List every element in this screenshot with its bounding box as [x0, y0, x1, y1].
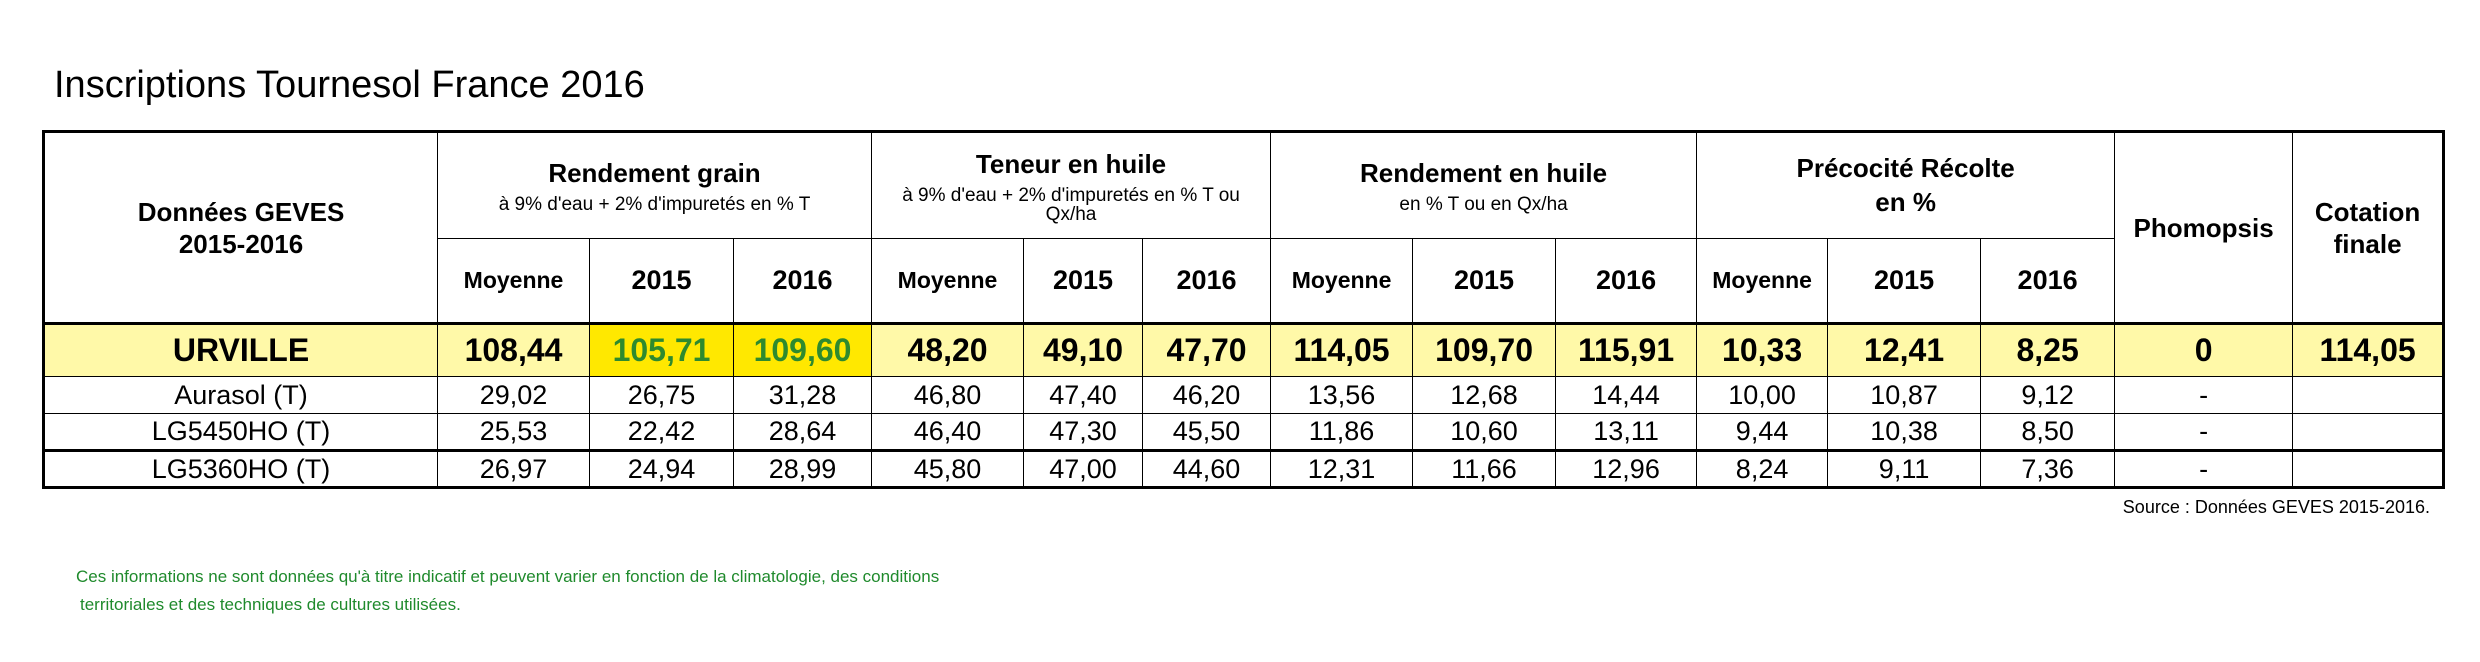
- group-sub: à 9% d'eau + 2% d'impuretés en % T ou Qx/ha: [902, 184, 1240, 225]
- cell: 8,50: [1981, 414, 2115, 451]
- cell: [2293, 451, 2444, 488]
- table-row-lg5450ho: [44, 414, 2444, 451]
- cell: 45,80: [872, 451, 1024, 488]
- subcol-2016: 2016: [734, 239, 872, 324]
- cell: [2293, 414, 2444, 451]
- subcol-moyenne: Moyenne: [438, 239, 590, 324]
- cell: 26,75: [590, 377, 734, 414]
- group-header-rendement-grain: [438, 132, 872, 239]
- phomopsis-header: Phomopsis: [2115, 132, 2293, 324]
- cell: 108,44: [438, 324, 590, 377]
- group-header-rendement-huile: [1271, 132, 1697, 239]
- cell: 44,60: [1143, 451, 1271, 488]
- group-header-teneur-huile: [872, 132, 1271, 239]
- cell: 47,00: [1024, 451, 1143, 488]
- header-row-groups: [44, 132, 2444, 239]
- cell: 114,05: [2293, 324, 2444, 377]
- cotation-line2: finale: [2333, 228, 2402, 259]
- cell: 47,40: [1024, 377, 1143, 414]
- cell: 14,44: [1556, 377, 1697, 414]
- table-row-urville: [44, 324, 2444, 377]
- cell: 7,36: [1981, 451, 2115, 488]
- group-sub: à 9% d'eau + 2% d'impuretés en % T: [498, 193, 811, 215]
- disclaimer-note: [76, 563, 939, 619]
- subcol-2015: 2015: [1413, 239, 1556, 324]
- cell: 10,60: [1413, 414, 1556, 451]
- subcol-2016: 2016: [1143, 239, 1271, 324]
- cell: 46,40: [872, 414, 1024, 451]
- cell: 10,00: [1697, 377, 1828, 414]
- cell-best: 109,60: [734, 324, 872, 377]
- group-label: Teneur en huile: [975, 148, 1167, 179]
- cell: 9,44: [1697, 414, 1828, 451]
- cotation-header: [2293, 132, 2444, 324]
- cell: 9,11: [1828, 451, 1981, 488]
- cell: 11,86: [1271, 414, 1413, 451]
- cell: 11,66: [1413, 451, 1556, 488]
- cell: 115,91: [1556, 324, 1697, 377]
- subcol-2015: 2015: [590, 239, 734, 324]
- cell: 10,33: [1697, 324, 1828, 377]
- cell: 25,53: [438, 414, 590, 451]
- cell: 29,02: [438, 377, 590, 414]
- cell: 31,28: [734, 377, 872, 414]
- corner-line1: Données GEVES: [137, 196, 345, 227]
- row-name: URVILLE: [44, 324, 438, 377]
- cell: 47,30: [1024, 414, 1143, 451]
- cell: 46,80: [872, 377, 1024, 414]
- cell: 47,70: [1143, 324, 1271, 377]
- cell: [2293, 377, 2444, 414]
- cell: 28,99: [734, 451, 872, 488]
- cell: 28,64: [734, 414, 872, 451]
- subcol-moyenne: Moyenne: [1271, 239, 1413, 324]
- group-label: Précocité Récolte: [1796, 152, 2015, 183]
- row-name: LG5360HO (T): [44, 451, 438, 488]
- cell: 45,50: [1143, 414, 1271, 451]
- cell: 114,05: [1271, 324, 1413, 377]
- subcol-2015: 2015: [1024, 239, 1143, 324]
- cell: 12,68: [1413, 377, 1556, 414]
- subcol-moyenne: Moyenne: [1697, 239, 1828, 324]
- group-sub: en % T ou en Qx/ha: [1399, 193, 1568, 215]
- group-label: Rendement grain: [548, 157, 761, 188]
- cell: 10,38: [1828, 414, 1981, 451]
- source-note: Source : Données GEVES 2015-2016.: [2122, 497, 2430, 517]
- group-label: Rendement en huile: [1360, 157, 1608, 188]
- cell: 13,56: [1271, 377, 1413, 414]
- subcol-moyenne: Moyenne: [872, 239, 1024, 324]
- group-sub: en %: [1875, 186, 1936, 217]
- cell: 10,87: [1828, 377, 1981, 414]
- results-table: [42, 130, 2445, 489]
- corner-line2: 2015-2016: [178, 228, 304, 259]
- cell-best: 105,71: [590, 324, 734, 377]
- cell: 8,25: [1981, 324, 2115, 377]
- cell: -: [2115, 414, 2293, 451]
- corner-header: [44, 132, 438, 324]
- cell: 24,94: [590, 451, 734, 488]
- cell: 13,11: [1556, 414, 1697, 451]
- table-row-lg5360ho: [44, 451, 2444, 488]
- cell: 49,10: [1024, 324, 1143, 377]
- cotation-line1: Cotation: [2314, 196, 2421, 227]
- disclaimer-line1: Ces informations ne sont données qu'à titre indicatif et peuvent varier en fonction de la climatologie, des conditions: [76, 567, 940, 586]
- row-name: Aurasol (T): [44, 377, 438, 414]
- cell: 12,31: [1271, 451, 1413, 488]
- cell: 0: [2115, 324, 2293, 377]
- table-row-aurasol: [44, 377, 2444, 414]
- row-name: LG5450HO (T): [44, 414, 438, 451]
- subcol-2016: 2016: [1981, 239, 2115, 324]
- subcol-2015: 2015: [1828, 239, 1981, 324]
- cell: 48,20: [872, 324, 1024, 377]
- cell: 12,96: [1556, 451, 1697, 488]
- cell: -: [2115, 451, 2293, 488]
- group-header-precocite: [1697, 132, 2115, 239]
- cell: 22,42: [590, 414, 734, 451]
- subcol-2016: 2016: [1556, 239, 1697, 324]
- page-title: Inscriptions Tournesol France 2016: [54, 64, 645, 106]
- cell: 46,20: [1143, 377, 1271, 414]
- disclaimer-line2: territoriales et des techniques de cultures utilisées.: [80, 595, 461, 614]
- cell: 8,24: [1697, 451, 1828, 488]
- cell: 109,70: [1413, 324, 1556, 377]
- cell: 9,12: [1981, 377, 2115, 414]
- cell: 26,97: [438, 451, 590, 488]
- cell: -: [2115, 377, 2293, 414]
- cell: 12,41: [1828, 324, 1981, 377]
